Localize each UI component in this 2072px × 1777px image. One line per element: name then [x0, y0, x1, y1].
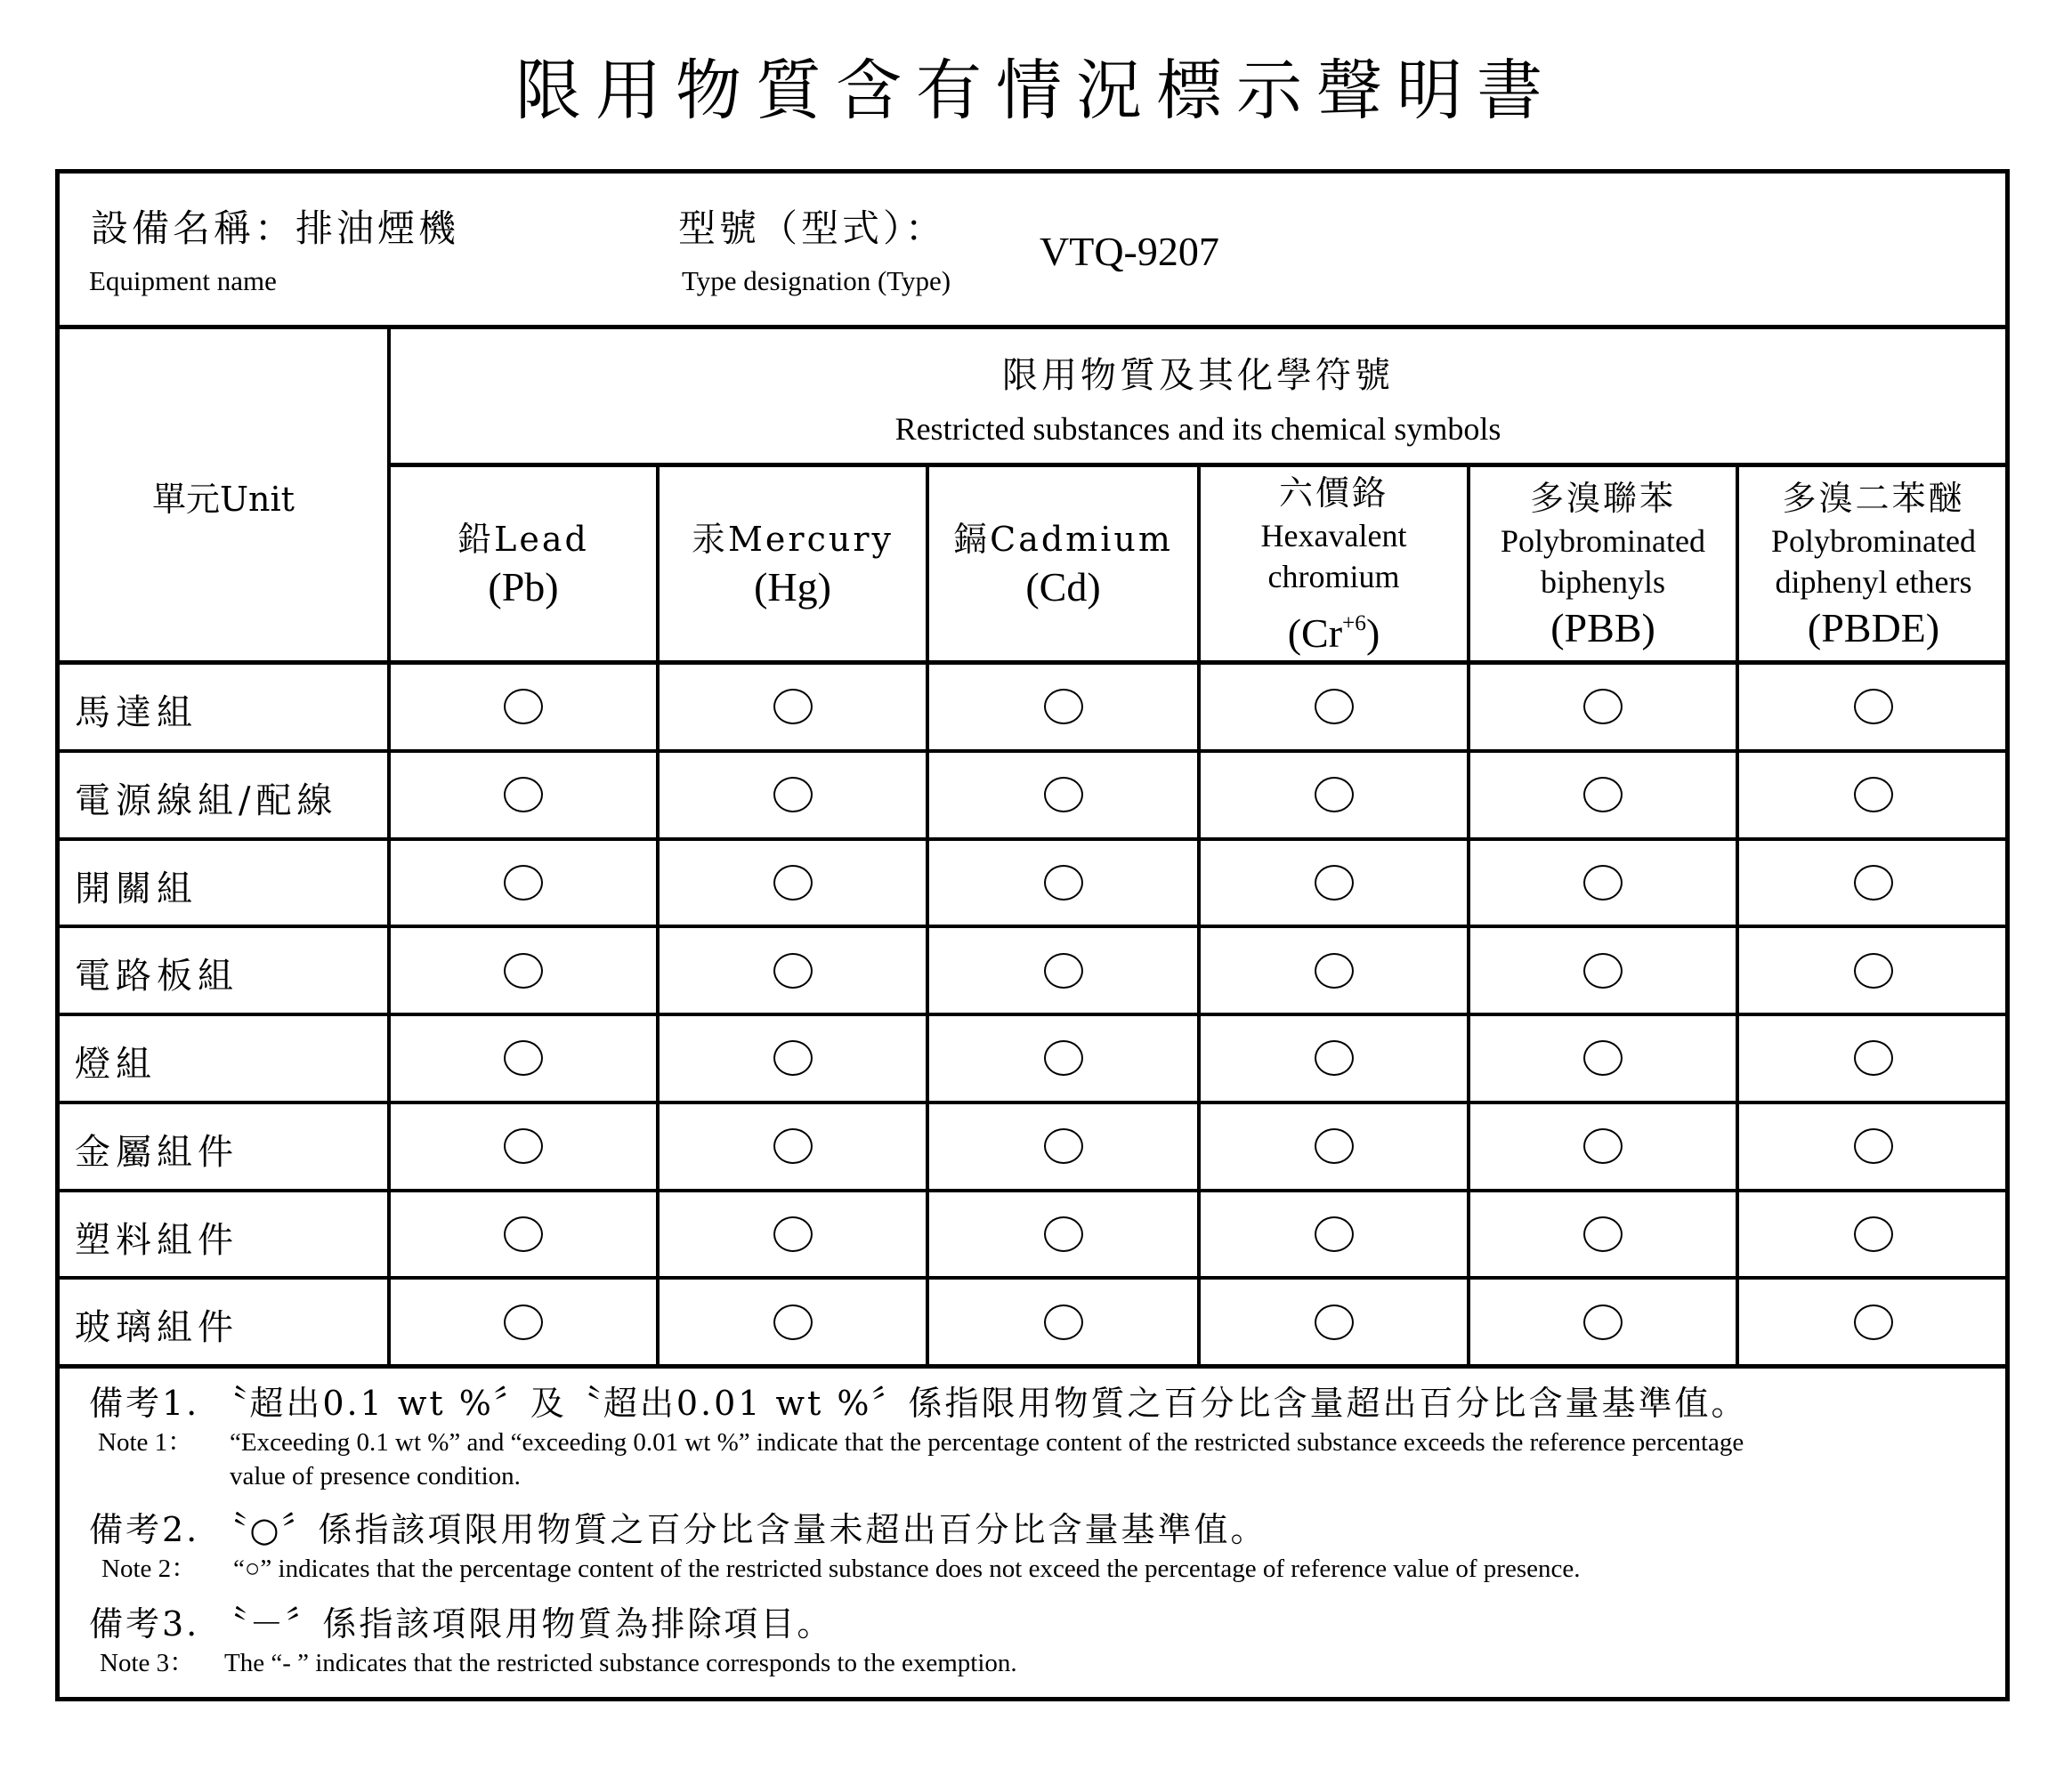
compliance-cell [1469, 751, 1737, 839]
circle-mark-icon [773, 689, 813, 724]
substance-name-cn: 多溴聯苯 [1529, 479, 1676, 518]
circle-mark-icon [1583, 1304, 1623, 1340]
substance-name-cn: 多溴二苯醚 [1782, 479, 1965, 518]
divider [55, 1013, 2010, 1016]
note-2-cn: 備考2. 〝○〞係指該項限用物質之百分比含量未超出百分比含量基準值。 [89, 1510, 1267, 1549]
group-title-en: Restricted substances and its chemical symbols [894, 410, 1501, 447]
divider [55, 925, 2010, 928]
note-1-text: “Exceeding 0.1 wt %” and “exceeding 0.01 wt %” indicate that the percentage content of the restricted substance exceeds the reference percentage [230, 1428, 1744, 1457]
compliance-cell [927, 926, 1199, 1014]
compliance-cell [927, 1191, 1199, 1279]
note-2-text: “○” indicates that the percentage content of the restricted substance does not exceed the percentage of reference value of presence. [233, 1555, 1581, 1583]
compliance-cell [389, 1191, 658, 1279]
row-unit-label: 金屬組件 [75, 1131, 239, 1173]
circle-mark-icon [1315, 1216, 1354, 1252]
note-1-cn: 備考1. 〝超出0.1 wt %〞及〝超出0.01 wt %〞係指限用物質之百分比含量超出百分比含量基準值。 [89, 1384, 1748, 1423]
substance-symbol [1550, 602, 1655, 654]
compliance-cell [658, 1103, 927, 1191]
circle-mark-icon [504, 777, 543, 812]
substance-header-4 [1470, 467, 1736, 663]
compliance-cell [1737, 663, 2010, 751]
row-unit-label: 電路板組 [75, 956, 239, 998]
compliance-cell [927, 663, 1199, 751]
note-3-label: Note 3： [100, 1649, 196, 1677]
substance-header-2 [929, 467, 1197, 663]
substance-symbol-end: ) [1365, 610, 1380, 656]
circle-mark-icon [1315, 777, 1354, 812]
note-3-cn: 備考3. 〝－〞係指該項限用物質為排除項目。 [89, 1604, 834, 1644]
compliance-cell [658, 1014, 927, 1103]
substance-name-cn: 鉛Lead [457, 520, 589, 559]
compliance-cell [1199, 751, 1469, 839]
circle-mark-icon [504, 953, 543, 989]
row-unit-label: 玻璃組件 [75, 1307, 239, 1349]
compliance-cell [389, 663, 658, 751]
compliance-cell [1737, 1191, 2010, 1279]
row-unit-label: 塑料組件 [75, 1219, 239, 1261]
substance-symbol [488, 561, 558, 613]
compliance-cell [389, 926, 658, 1014]
unit-header [60, 329, 387, 663]
circle-mark-icon [1583, 1216, 1623, 1252]
substance-name-cn: 鎘Cadmium [953, 520, 1173, 559]
substance-symbol-text: (PBDE) [1807, 605, 1940, 650]
circle-mark-icon [504, 1040, 543, 1076]
substance-name-cn: 汞Mercury [692, 520, 894, 559]
circle-mark-icon [773, 777, 813, 812]
compliance-cell [1737, 926, 2010, 1014]
compliance-cell [1199, 839, 1469, 927]
circle-mark-icon [1044, 1304, 1083, 1340]
compliance-cell [389, 1103, 658, 1191]
compliance-cell [1737, 1103, 2010, 1191]
compliance-cell [389, 839, 658, 927]
circle-mark-icon [504, 865, 543, 901]
substance-name-en: Polybrominated biphenyls [1501, 523, 1705, 600]
type-label-en: Type designation (Type) [682, 265, 951, 296]
substance-header-1 [660, 467, 926, 663]
compliance-cell [927, 1278, 1199, 1366]
compliance-cell [658, 751, 927, 839]
circle-mark-icon [1044, 689, 1083, 724]
circle-mark-icon [1315, 953, 1354, 989]
substance-symbol-text: (PBB) [1550, 605, 1655, 650]
divider [55, 749, 2010, 753]
substance-name-en: Hexavalent chromium [1260, 518, 1407, 595]
circle-mark-icon [1315, 1040, 1354, 1076]
circle-mark-icon [1044, 1128, 1083, 1164]
substance-symbol [1025, 561, 1100, 613]
note-3-text: The “- ” indicates that the restricted substance corresponds to the exemption. [224, 1649, 1017, 1677]
circle-mark-icon [1044, 953, 1083, 989]
circle-mark-icon [1854, 953, 1893, 989]
type-value: VTQ-9207 [1040, 229, 1219, 274]
compliance-cell [1199, 1014, 1469, 1103]
compliance-cell [1469, 1014, 1737, 1103]
compliance-cell [1469, 1191, 1737, 1279]
substance-symbol-text: (Hg) [754, 564, 831, 610]
circle-mark-icon [504, 1128, 543, 1164]
compliance-cell [389, 1014, 658, 1103]
circle-mark-icon [1315, 1128, 1354, 1164]
compliance-cell [1469, 839, 1737, 927]
circle-mark-icon [1583, 689, 1623, 724]
note-1-text-cont: value of presence condition. [230, 1462, 521, 1490]
compliance-cell [389, 751, 658, 839]
circle-mark-icon [1854, 1216, 1893, 1252]
circle-mark-icon [1583, 1040, 1623, 1076]
note-1-label: Note 1： [98, 1428, 194, 1457]
unit-header-label: 單元Unit [152, 480, 295, 519]
note-3-en [89, 1646, 1994, 1680]
circle-mark-icon [1044, 1216, 1083, 1252]
circle-mark-icon [504, 1304, 543, 1340]
type-label-cn: 型號（型式）： [678, 206, 947, 250]
compliance-cell [1737, 839, 2010, 927]
circle-mark-icon [773, 1304, 813, 1340]
compliance-cell [1199, 1278, 1469, 1366]
compliance-cell [927, 751, 1199, 839]
compliance-cell [389, 1278, 658, 1366]
substance-header-0 [391, 467, 656, 663]
row-unit-label: 燈組 [75, 1044, 157, 1085]
circle-mark-icon [1854, 777, 1893, 812]
compliance-cell [1199, 1191, 1469, 1279]
circle-mark-icon [504, 1216, 543, 1252]
substance-symbol [1288, 597, 1380, 659]
substance-symbol-text: (Cr [1287, 610, 1343, 656]
compliance-cell [1199, 1103, 1469, 1191]
compliance-cell [658, 839, 927, 927]
compliance-cell [1469, 926, 1737, 1014]
divider [55, 1189, 2010, 1192]
circle-mark-icon [1583, 865, 1623, 901]
circle-mark-icon [1044, 865, 1083, 901]
compliance-cell [927, 839, 1199, 927]
circle-mark-icon [1854, 1040, 1893, 1076]
substance-symbol [754, 561, 831, 613]
circle-mark-icon [1044, 777, 1083, 812]
circle-mark-icon [1044, 1040, 1083, 1076]
note-2-label: Note 2： [101, 1555, 198, 1583]
equipment-name-label-cn: 設備名稱：排油煙機 [91, 206, 460, 250]
circle-mark-icon [1854, 1128, 1893, 1164]
circle-mark-icon [1583, 777, 1623, 812]
divider [55, 837, 2010, 841]
compliance-cell [1737, 1014, 2010, 1103]
compliance-cell [658, 926, 927, 1014]
circle-mark-icon [1854, 865, 1893, 901]
compliance-cell [1737, 751, 2010, 839]
divider [55, 1364, 2010, 1369]
substance-symbol-text: (Cd) [1025, 564, 1101, 610]
circle-mark-icon [1315, 689, 1354, 724]
document-title: 限用物質含有情況標示聲明書 [515, 53, 1557, 129]
compliance-cell [927, 1103, 1199, 1191]
note-1-en [89, 1426, 1994, 1459]
substances-group-header [391, 329, 2005, 464]
circle-mark-icon [773, 1216, 813, 1252]
circle-mark-icon [504, 689, 543, 724]
circle-mark-icon [1583, 1128, 1623, 1164]
circle-mark-icon [1854, 689, 1893, 724]
compliance-cell [927, 1014, 1199, 1103]
substance-name-cn: 六價鉻 [1278, 473, 1388, 513]
notes-section [89, 1381, 1994, 1680]
compliance-cell [1199, 663, 1469, 751]
group-title-cn: 限用物質及其化學符號 [1002, 354, 1394, 396]
circle-mark-icon [1315, 1304, 1354, 1340]
divider [55, 1101, 2010, 1104]
circle-mark-icon [1315, 865, 1354, 901]
substance-symbol-superscript: +6 [1342, 610, 1366, 636]
row-unit-label: 電源線組/配線 [75, 779, 338, 821]
compliance-cell [1737, 1278, 2010, 1366]
row-unit-label: 馬達組 [75, 692, 198, 733]
circle-mark-icon [1854, 1304, 1893, 1340]
circle-mark-icon [773, 1128, 813, 1164]
substance-symbol [1808, 602, 1939, 654]
compliance-cell [658, 1278, 927, 1366]
circle-mark-icon [1583, 953, 1623, 989]
substance-header-3 [1201, 467, 1467, 663]
compliance-cell [658, 663, 927, 751]
divider [55, 1276, 2010, 1280]
note-2-en [89, 1552, 1994, 1586]
circle-mark-icon [773, 865, 813, 901]
substance-header-5 [1739, 467, 2008, 663]
substance-symbol-text: (Pb) [488, 564, 559, 610]
row-unit-label: 開關組 [75, 868, 198, 909]
compliance-cell [1469, 1103, 1737, 1191]
compliance-cell [658, 1191, 927, 1279]
substance-name-en: Polybrominated diphenyl ethers [1771, 523, 1976, 600]
circle-mark-icon [773, 1040, 813, 1076]
equipment-name-label-en: Equipment name [89, 265, 277, 296]
circle-mark-icon [773, 953, 813, 989]
compliance-cell [1469, 663, 1737, 751]
compliance-cell [1199, 926, 1469, 1014]
compliance-cell [1469, 1278, 1737, 1366]
